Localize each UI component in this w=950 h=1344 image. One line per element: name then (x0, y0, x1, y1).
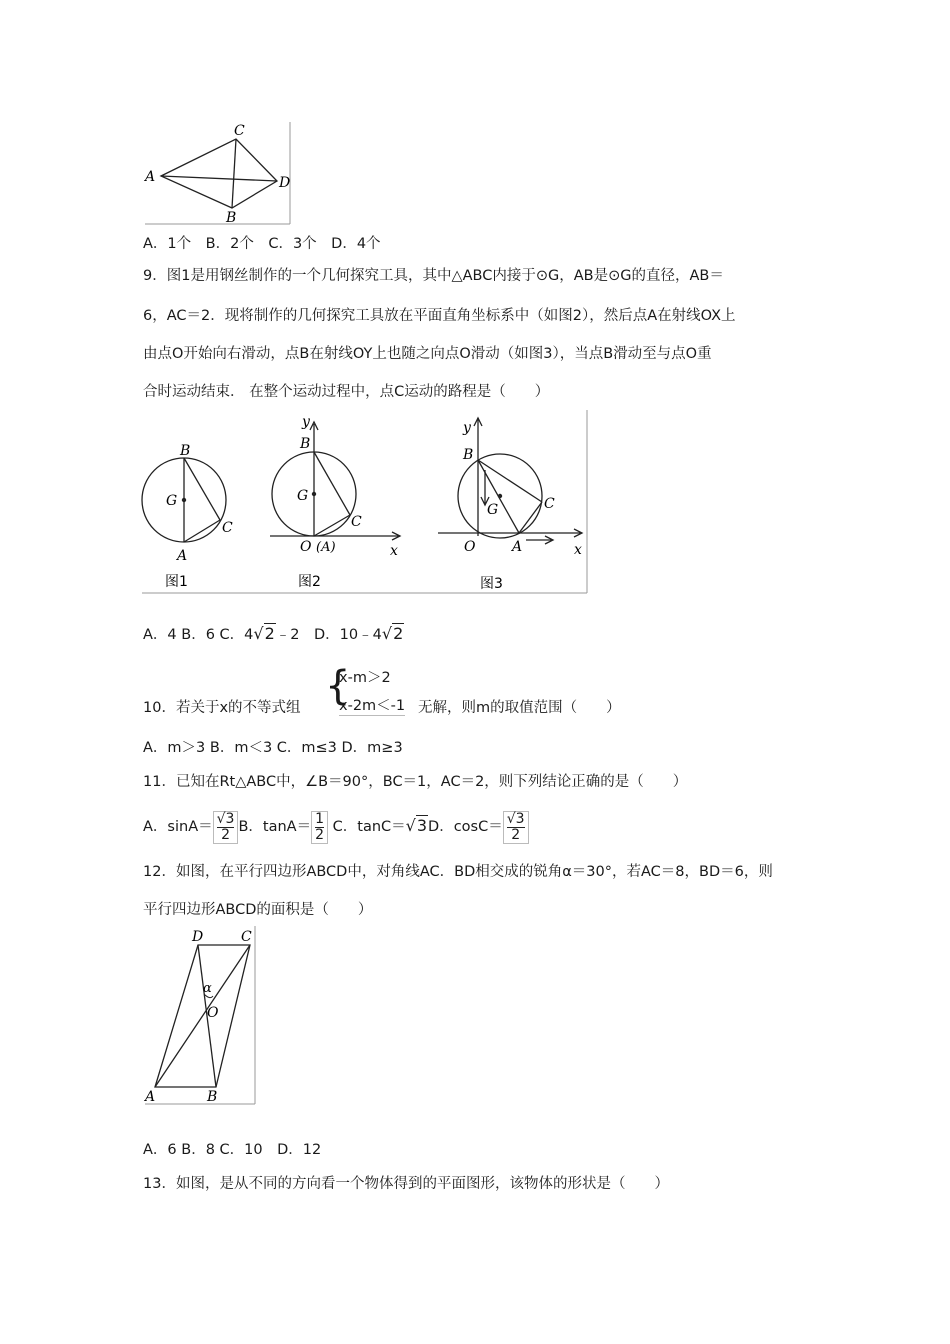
q9-line3: 由点O开始向右滑动，点B在射线OY上也随之向点O滑动（如图3），当点B滑动至与点O重 (143, 346, 712, 362)
fig1-caption: 图1 (165, 574, 188, 590)
frac-d: $\frac{√3}{2}$ (503, 811, 529, 844)
fig3-y: y (463, 420, 471, 436)
q9-options: A．4 B．6 C．4√2﹣2 D．10﹣4√2 (143, 624, 404, 643)
fig1-A: A (177, 548, 188, 564)
fig2 (270, 414, 400, 590)
fig2-B: B (300, 436, 311, 452)
fig2-A: (A) (316, 540, 336, 555)
fig3-caption: 图3 (480, 576, 503, 592)
fig1-G: G (166, 493, 178, 509)
label-D: D (279, 175, 291, 191)
fig2-x: x (390, 543, 398, 559)
fig12-alpha: α (203, 981, 212, 996)
fig3-O: O (464, 539, 476, 555)
label-A: A (145, 169, 156, 185)
fig12-D: D (192, 929, 204, 945)
q10-text-after: 无解，则m的取值范围（ ） (418, 700, 621, 716)
sqrt-tanc: √3 (405, 816, 428, 835)
q8-options: A．1个 B．2个 C．3个 D．4个 (143, 236, 381, 252)
kite-outline (161, 139, 277, 208)
q8-figure (143, 120, 293, 228)
fig2-caption: 图2 (298, 574, 321, 590)
label-B: B (226, 210, 237, 226)
fig2-O: O (300, 539, 312, 555)
q10-options: A．m＞3 B．m＜3 C．m≤3 D．m≥3 (143, 740, 403, 756)
fig1-C: C (222, 520, 233, 536)
sqrt-c: √2 (253, 624, 275, 643)
brace: { (325, 663, 351, 709)
q12-figure (143, 924, 258, 1106)
fig1 (142, 443, 233, 590)
frac-a: $\frac{√3}{2}$ (213, 811, 239, 844)
fig3-B: B (463, 447, 474, 463)
fig12-B: B (207, 1089, 218, 1105)
q11-options: A．sinA＝ $\frac{√3}{2}$ B．tanA＝ $\frac{1}{2}$ C．tanC＝√3D．cosC＝ $\frac{√3}{2}$ (143, 806, 529, 846)
fig3 (438, 418, 582, 592)
frac-b: $\frac{1}{2}$ (311, 811, 328, 844)
q12-line2: 平行四边形ABCD的面积是（ ） (143, 902, 373, 918)
q13-question: 13．如图，是从不同的方向看一个物体得到的平面图形，该物体的形状是（ ） (143, 1176, 669, 1192)
fig3-C: C (544, 496, 555, 512)
q9-figures (140, 408, 590, 596)
fig3-G: G (487, 502, 499, 518)
fig2-C: C (351, 514, 362, 530)
fig2-G: G (297, 488, 309, 504)
fig12-A: A (145, 1089, 156, 1105)
fig3-A: A (512, 539, 523, 555)
fig12-C: C (241, 929, 252, 945)
fig1-B: B (180, 443, 191, 459)
q10-text-before: 10．若关于x的不等式组 (143, 700, 301, 716)
fig2-y: y (302, 414, 310, 430)
system-row1: x-m＞2 (339, 670, 391, 686)
q9-line1: 9．图1是用钢丝制作的一个几何探究工具，其中△ABC内接于⊙G，AB是⊙G的直径，AB＝ (143, 268, 724, 284)
q9-line4: 合时运动结束． 在整个运动过程中，点C运动的路程是（ ） (143, 384, 550, 400)
q9-line2: 6，AC＝2．现将制作的几何探究工具放在平面直角坐标系中（如图2），然后点A在射线OX上 (143, 308, 736, 324)
q12-options: A．6 B．8 C．10 D．12 (143, 1142, 322, 1158)
sqrt-d: √2 (381, 624, 404, 643)
q12-line1: 12．如图，在平行四边形ABCD中，对角线AC．BD相交成的锐角α＝30°，若AC＝8，BD＝6，则 (143, 864, 773, 880)
system-row2: x-2m＜-1 (339, 694, 405, 716)
fig12-O: O (207, 1005, 219, 1021)
q11-question: 11．已知在Rt△ABC中，∠B＝90°，BC＝1，AC＝2，则下列结论正确的是（ ） (143, 774, 688, 790)
label-C: C (234, 123, 245, 139)
fig3-x: x (574, 542, 582, 558)
